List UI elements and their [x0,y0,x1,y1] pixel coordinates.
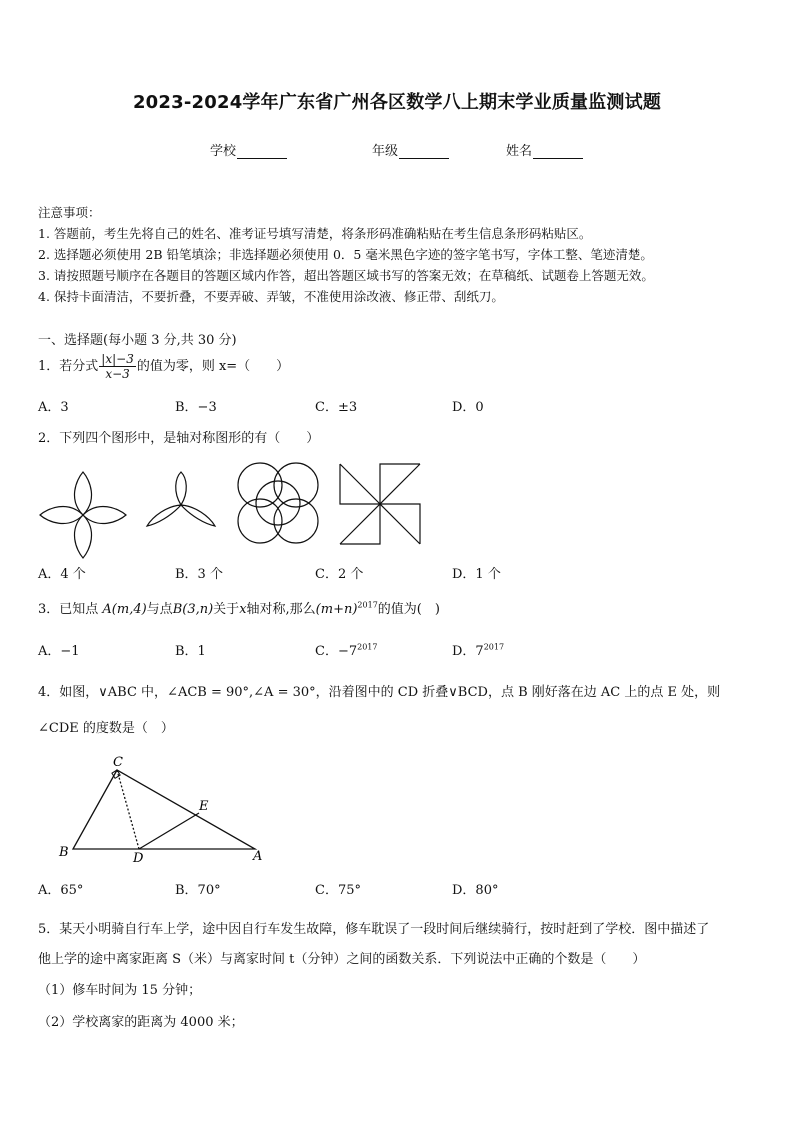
q2-option-c[interactable]: C．2 个 [315,567,364,582]
label-c: C [113,755,123,770]
question-1 [38,347,289,387]
question-3: 3．已知点 A(m,4)与点B(3,n)关于x轴对称,那么$(m+n)^{2017}$的值为( ) [38,600,440,617]
q4-option-a[interactable]: A．65° [38,883,84,898]
note-item: 3. 请按照题号顺序在各题目的答题区域内作答，超出答题区域书写的答案无效；在草稿纸、试题卷上答题无效。 [38,268,654,283]
q1-option-a[interactable]: A．3 [38,400,69,415]
note-item: 2. 选择题必须使用 2B 铅笔填涂；非选择题必须使用 0．5 毫米黑色字迹的签字笔书写，字体工整、笔迹清楚。 [38,247,653,262]
fold-line-cd [117,770,139,849]
note-item: 1. 答题前，考生先将自己的姓名、准考证号填写清楚，将条形码准确粘贴在考生信息条形码粘贴区。 [38,226,592,241]
q1-post: 的值为零，则 x=（ ） [136,359,290,374]
grade-field[interactable] [372,140,449,159]
q5-statement-2: （2）学校离家的距离为 4000 米； [38,1015,244,1030]
q1-fraction: $\frac{|x|-3}{x-3}$ [101,352,134,381]
figure-three-petal [145,470,217,532]
q4-option-c[interactable]: C．75° [315,883,361,898]
school-label: 学校 [210,144,237,159]
q2-option-a[interactable]: A．4 个 [38,567,86,582]
question-2: 2．下列四个图形中，是轴对称图形的有（ ） [38,431,320,446]
question-4-line1: 4．如图，∨ABC 中，∠ACB = 90°,∠A = 30°，沿着图中的 CD 折叠∨BCD，点 B 刚好落在边 AC 上的点 E 处，则 [38,685,721,700]
grade-blank[interactable] [399,144,449,159]
figure-four-circles [234,459,322,547]
question-5-line1: 5．某天小明骑自行车上学，途中因自行车发生故障，修车耽误了一段时间后继续骑行，按时赶到了学校．图中描述了 [38,922,710,937]
figure-four-petal [38,470,128,560]
label-b: B [59,845,69,860]
q4-option-d[interactable]: D．80° [452,883,499,898]
school-field[interactable] [210,140,287,159]
question-5-line2: 他上学的途中离家距离 S（米）与离家时间 t（分钟）之间的函数关系．下列说法中正确的个数是（ ） [38,952,646,967]
q3-option-a[interactable]: A．−1 [38,644,80,659]
q1-pre: 1．若分式 [38,359,99,374]
notes-heading: 注意事项： [38,205,101,220]
label-d: D [133,851,144,866]
question-4-line2: ∠CDE 的度数是（ ） [38,721,174,736]
q4-option-b[interactable]: B．70° [175,883,221,898]
q1-option-b[interactable]: B．−3 [175,400,217,415]
label-e: E [199,799,209,814]
name-label: 姓名 [506,144,533,159]
q5-statement-1: （1）修车时间为 15 分钟； [38,983,202,998]
grade-label: 年级 [372,144,399,159]
name-blank[interactable] [533,144,583,159]
segment-de [139,813,199,849]
name-field[interactable] [506,140,583,159]
section-heading: 一、选择题(每小题 3 分,共 30 分) [38,333,237,348]
triangle-figure [55,752,270,864]
q3-option-d[interactable]: D．$7^{2017}$ [452,642,505,659]
q3-option-c[interactable]: C．$-7^{2017}$ [315,642,378,659]
school-blank[interactable] [237,144,287,159]
page-title: 2023-2024学年广东省广州各区数学八上期末学业质量监测试题 [132,92,662,113]
note-item: 4. 保持卡面清洁，不要折叠，不要弄破、弄皱，不准使用涂改液、修正带、刮纸刀。 [38,289,504,304]
triangle-abc [73,770,255,849]
q1-option-c[interactable]: C．±3 [315,400,358,415]
q2-option-d[interactable]: D．1 个 [452,567,501,582]
q1-option-d[interactable]: D．0 [452,400,484,415]
figure-pinwheel [340,464,420,544]
label-a: A [253,849,263,864]
q2-option-b[interactable]: B．3 个 [175,567,223,582]
q3-option-b[interactable]: B．1 [175,644,206,659]
